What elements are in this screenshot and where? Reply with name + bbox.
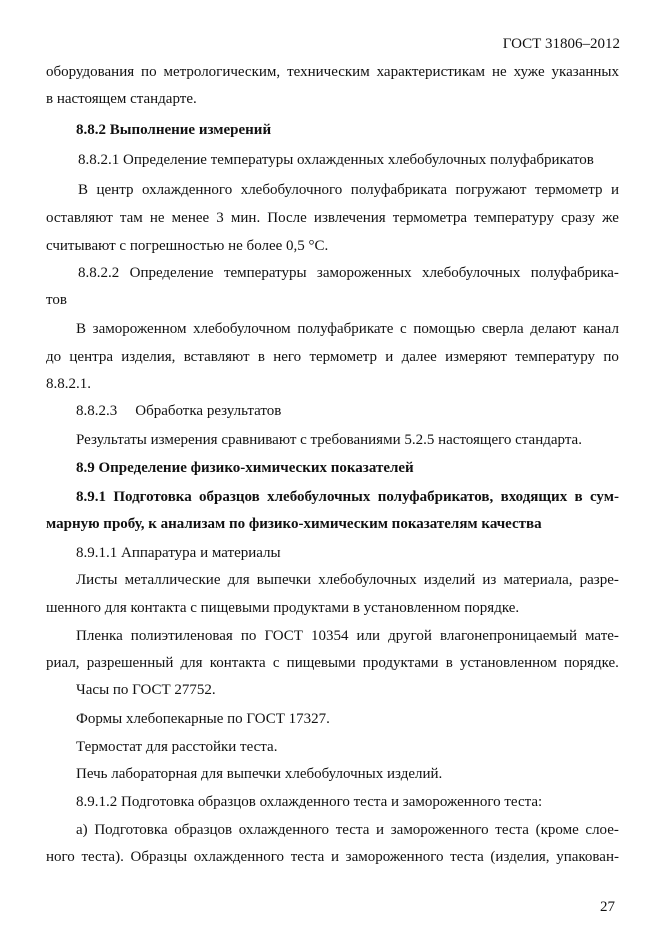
word: теста <box>495 822 529 838</box>
word: температуру <box>474 210 554 226</box>
word: входящих <box>500 489 568 505</box>
text-line <box>46 209 619 227</box>
word: разрешенный <box>86 655 174 671</box>
word: теста <box>290 849 325 865</box>
word: измеряют <box>445 349 507 365</box>
word: канал <box>582 321 619 337</box>
word: в <box>574 489 583 505</box>
word: продуктами <box>362 655 439 671</box>
word: теста <box>450 849 484 865</box>
word: теста). <box>81 849 124 865</box>
word: слое- <box>585 822 619 838</box>
word: 3 <box>216 210 224 226</box>
word: выпечки <box>256 572 312 588</box>
section-heading: марную пробу, к анализам по физико-химическим показателям качества <box>46 516 542 532</box>
word: центра <box>69 349 114 365</box>
word: в <box>445 655 453 671</box>
section-heading: 8.8.2 Выполнение измерений <box>76 122 272 138</box>
word: сверла <box>481 321 524 337</box>
word: с <box>272 655 280 671</box>
page-number: 27 <box>600 899 615 915</box>
section-heading <box>76 488 619 506</box>
word: не <box>491 64 507 80</box>
word: изделия, <box>121 349 176 365</box>
word: охлажденного <box>193 849 285 865</box>
text-line: в настоящем стандарте. <box>46 91 197 107</box>
word: температуру <box>515 349 596 365</box>
word: термометра <box>392 210 468 226</box>
text-line: Формы хлебопекарные по ГОСТ 17327. <box>76 711 330 727</box>
text-line: Результаты измерения сравнивают с требованиями 5.2.5 настоящего стандарта. <box>76 432 582 448</box>
word: хлебобулочных <box>267 489 371 505</box>
word: хлебобулочного <box>240 182 343 198</box>
word: металлические <box>124 572 221 588</box>
word: замороженного <box>345 849 444 865</box>
word: Пленка <box>76 628 123 644</box>
word: Подготовка <box>113 489 192 505</box>
subsection-heading: 8.9.1.2 Подготовка образцов охлажденного теста и замороженного теста: <box>76 794 543 810</box>
text-line: шенного для контакта с пищевыми продуктами в установленном порядке. <box>46 600 520 616</box>
word: образцов <box>174 822 233 838</box>
word: Образцы <box>130 849 188 865</box>
word: замороженных <box>316 265 412 281</box>
word: него <box>273 349 302 365</box>
text-line: тов <box>46 292 67 308</box>
subsection-heading <box>78 264 619 282</box>
word: После <box>267 210 307 226</box>
word: контакта <box>209 655 266 671</box>
word: ного <box>46 849 75 865</box>
word: с <box>400 321 407 337</box>
word: хуже <box>513 64 545 80</box>
word: Листы <box>76 572 118 588</box>
word: Подготовка <box>94 822 168 838</box>
word: хлебобулочном <box>193 321 291 337</box>
word: 8.9.1 <box>76 489 106 505</box>
word: полиэтиленовая <box>130 628 233 644</box>
text-line: 8.8.2.1. <box>46 376 91 392</box>
word: полуфабрика- <box>530 265 619 281</box>
word: по <box>240 628 257 644</box>
word: указанных <box>551 64 619 80</box>
word: ГОСТ <box>264 628 303 644</box>
word: образцов <box>199 489 260 505</box>
text-line <box>78 181 619 199</box>
document-header: ГОСТ 31806–2012 <box>502 36 620 52</box>
text-line: Часы по ГОСТ 27752. <box>76 682 216 698</box>
subsection-title: Обработка результатов <box>135 403 282 419</box>
word: для <box>180 655 203 671</box>
text-line: считывают с погрешностью не более 0,5 °С. <box>46 238 329 254</box>
word: хлебобулочных <box>318 572 417 588</box>
word: помощью <box>413 321 476 337</box>
text-line: Печь лабораторная для выпечки хлебобулочных изделий. <box>76 766 443 782</box>
text-line: Термостат для расстойки теста. <box>76 739 278 755</box>
word: вставляют <box>183 349 250 365</box>
word: и <box>376 822 385 838</box>
word: погружают <box>455 182 527 198</box>
word: (кроме <box>535 822 579 838</box>
subsection-number: 8.8.2.3 <box>76 403 118 419</box>
text-line <box>76 320 619 338</box>
word: термометр <box>309 349 378 365</box>
word: извлечения <box>313 210 386 226</box>
text-line <box>46 848 619 866</box>
word: пищевыми <box>286 655 356 671</box>
text-line <box>46 63 619 81</box>
subsection-heading: 8.9.1.1 Аппаратура и материалы <box>76 545 281 561</box>
word: упакован- <box>556 849 619 865</box>
word: В <box>78 182 89 198</box>
word: там <box>119 210 143 226</box>
word: из <box>482 572 497 588</box>
word: полуфабрикатов, <box>377 489 494 505</box>
word: по <box>603 349 619 365</box>
word: центр <box>96 182 134 198</box>
word: Определение <box>129 265 214 281</box>
subsection-heading: 8.8.2.1 Определение температуры охлажденных хлебобулочных полуфабрикатов <box>78 152 594 168</box>
word: не <box>149 210 165 226</box>
word: и <box>330 849 339 865</box>
word: (изделия, <box>490 849 550 865</box>
word: установленном <box>459 655 557 671</box>
word: 8.8.2.2 <box>78 265 120 281</box>
word: сум- <box>589 489 619 505</box>
section-heading: 8.9 Определение физико-химических показателей <box>76 460 414 476</box>
word: температуры <box>223 265 307 281</box>
word: порядке. <box>564 655 619 671</box>
word: хлебобулочных <box>421 265 521 281</box>
word: по <box>141 64 157 80</box>
word: полуфабрикате <box>297 321 394 337</box>
text-line <box>46 348 619 366</box>
word: же <box>602 210 619 226</box>
word: до <box>46 349 62 365</box>
word: 10354 <box>310 628 349 644</box>
word: изделий <box>423 572 476 588</box>
word: делают <box>530 321 577 337</box>
word: оборудования <box>46 64 135 80</box>
word: метрологическим, <box>163 64 281 80</box>
text-line <box>76 571 619 589</box>
word: охлажденного <box>141 182 233 198</box>
word: влагонепроницаемый <box>439 628 577 644</box>
word: материала, <box>503 572 573 588</box>
word: для <box>227 572 250 588</box>
word: полуфабриката <box>350 182 448 198</box>
word: и <box>385 349 394 365</box>
text-line <box>76 627 619 645</box>
word: мин. <box>230 210 261 226</box>
word: риал, <box>46 655 80 671</box>
word: оставляют <box>46 210 113 226</box>
word: или <box>356 628 381 644</box>
word: В <box>76 321 87 337</box>
word: теста <box>335 822 370 838</box>
text-line <box>76 821 619 839</box>
word: и <box>610 182 619 198</box>
word: разре- <box>579 572 619 588</box>
word: а) <box>76 822 88 838</box>
word: термометр <box>534 182 603 198</box>
word: менее <box>171 210 210 226</box>
subsection-heading <box>76 402 281 420</box>
word: замороженного <box>390 822 489 838</box>
word: другой <box>388 628 432 644</box>
word: техническим <box>287 64 370 80</box>
word: далее <box>401 349 437 365</box>
word: охлажденного <box>238 822 330 838</box>
word: замороженном <box>92 321 187 337</box>
text-line <box>46 654 619 672</box>
word: мате- <box>585 628 619 644</box>
word: характеристикам <box>376 64 486 80</box>
word: в <box>257 349 265 365</box>
word: сразу <box>561 210 596 226</box>
